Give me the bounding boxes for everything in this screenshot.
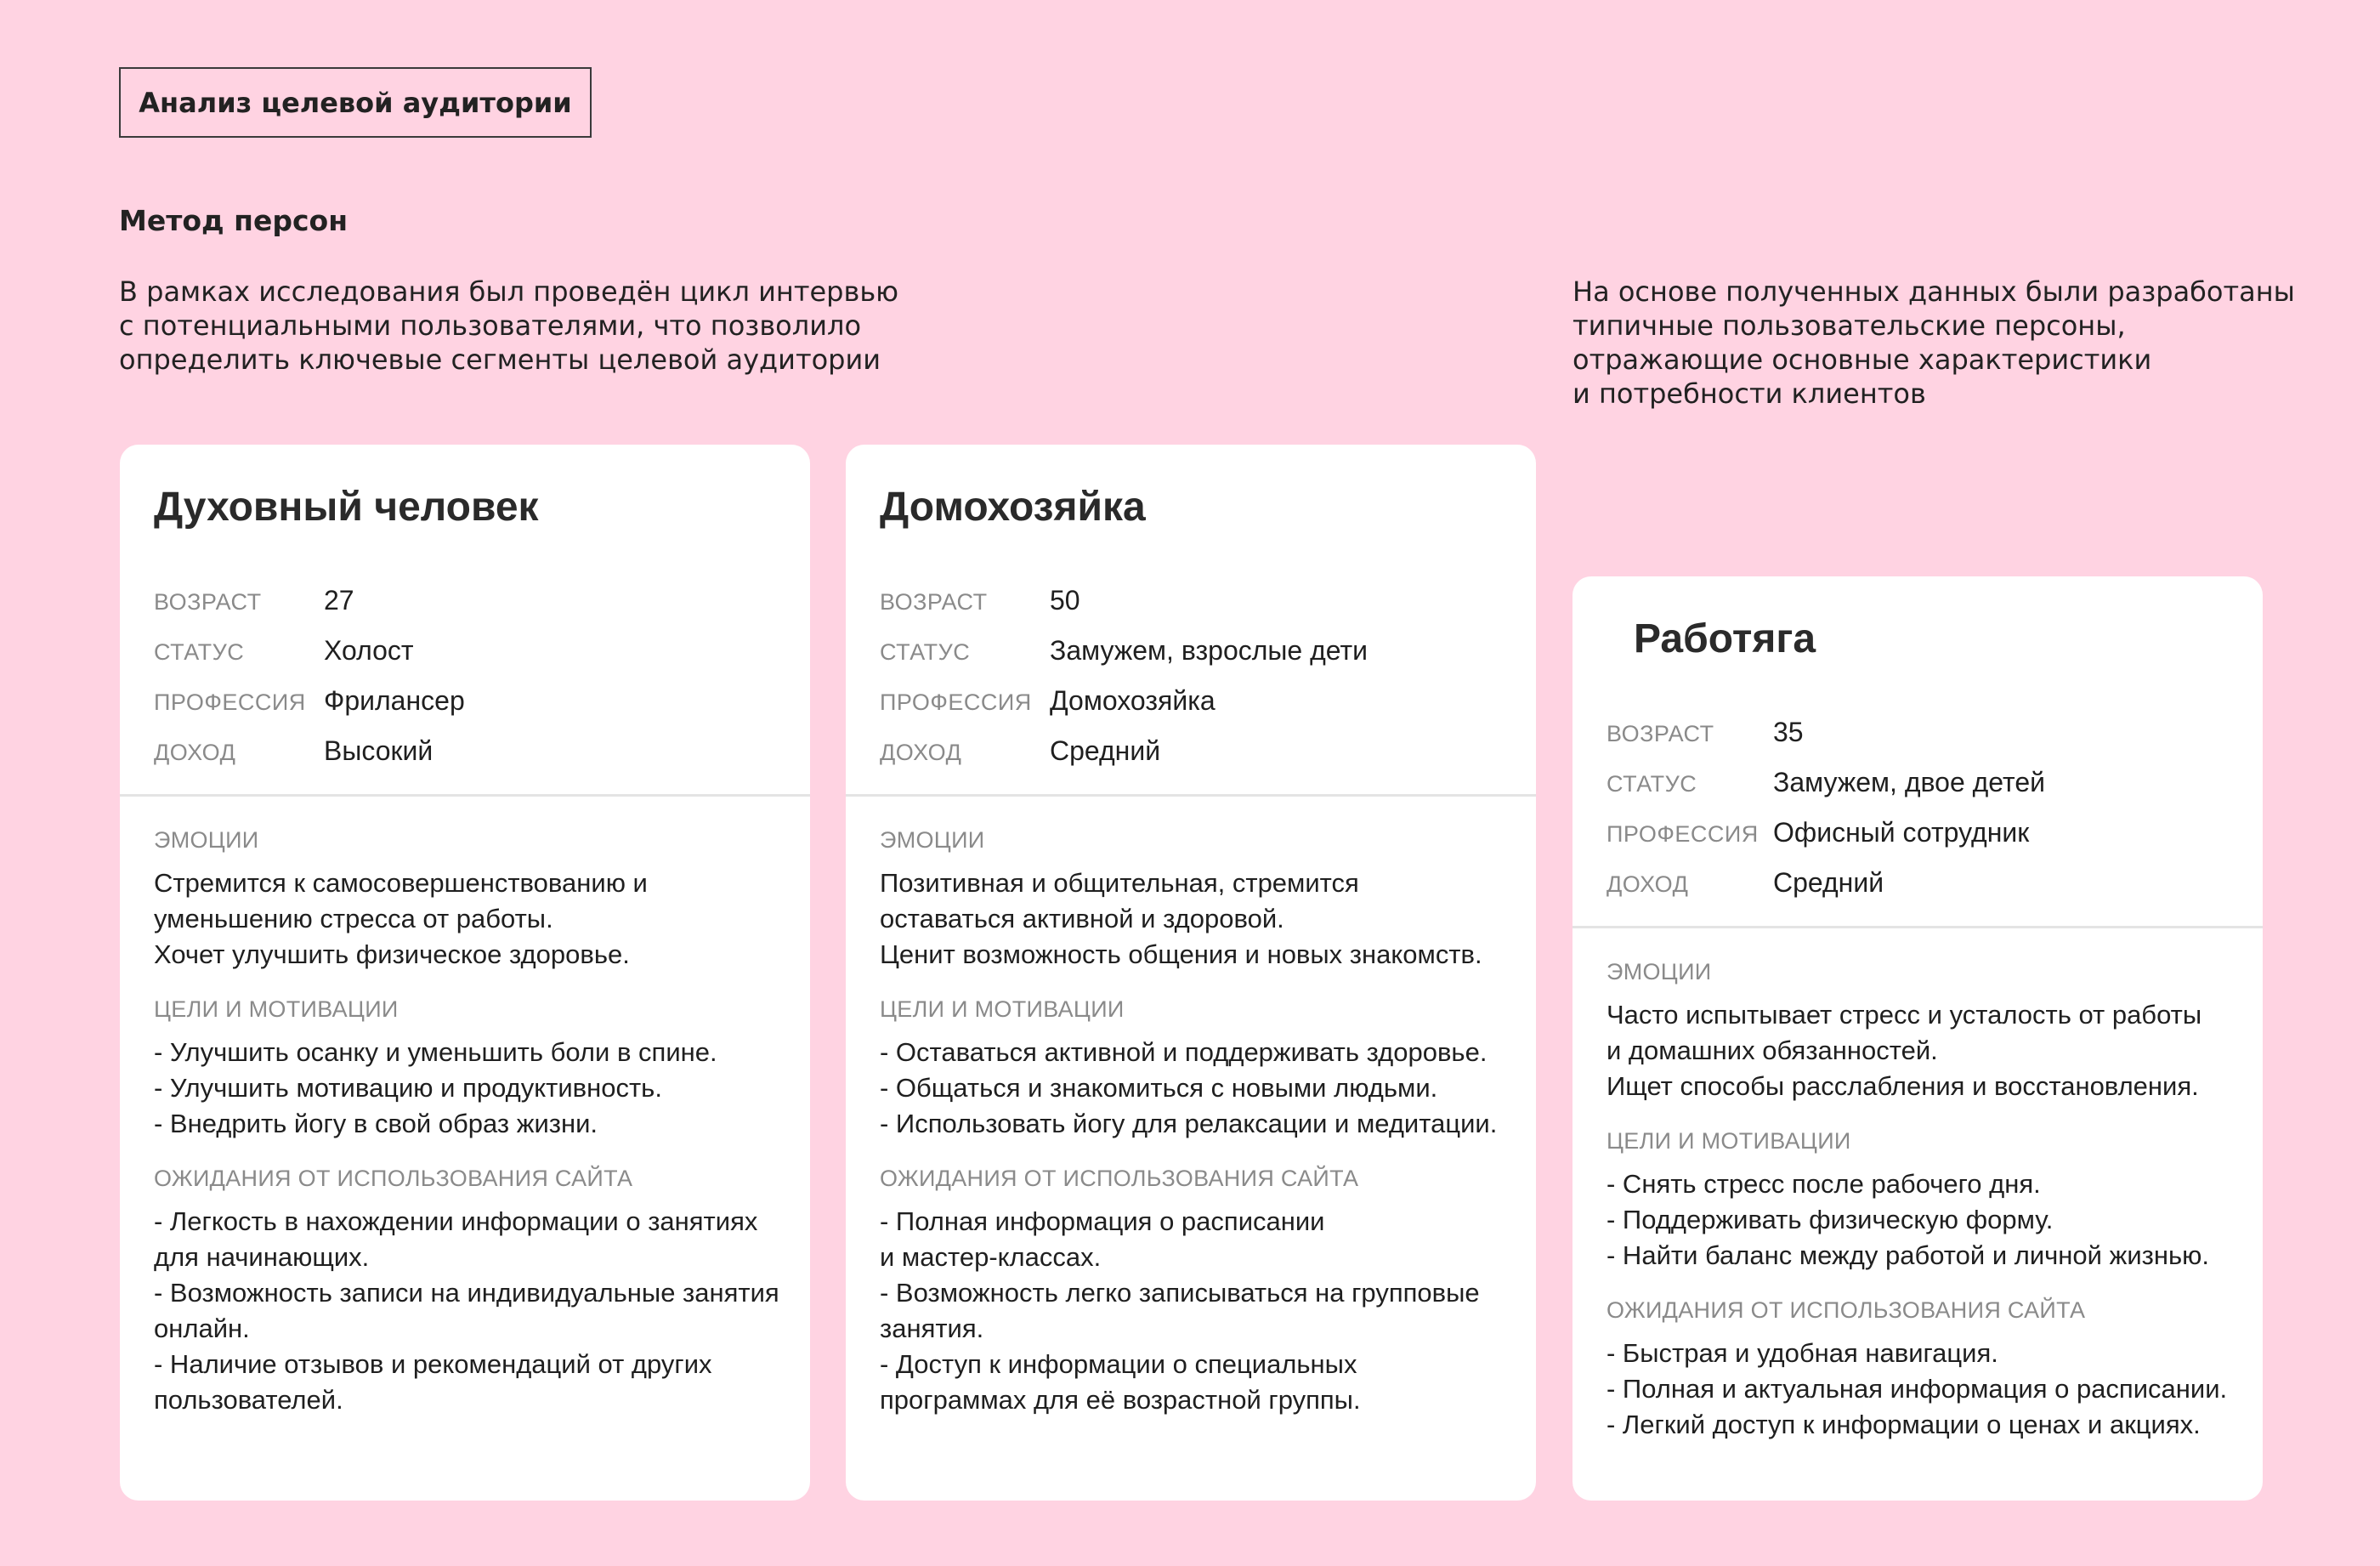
attr-label-income: ДОХОД	[1606, 871, 1689, 897]
text-line: - Легкий доступ к информации о ценах и акциях.	[1606, 1410, 2201, 1439]
attr-row-status	[1606, 767, 2229, 817]
section-text-emotions	[880, 865, 1502, 973]
intro-left-line: определить ключевые сегменты целевой аудитории	[119, 343, 881, 376]
attr-label-status: СТАТУС	[1606, 771, 1697, 797]
intro-right-line: отражающие основные характеристики	[1572, 343, 2152, 376]
attr-label-income: ДОХОД	[154, 740, 236, 765]
section-label-emotions: ЭМОЦИИ	[154, 827, 259, 853]
section-label-goals: ЦЕЛИ И МОТИВАЦИИ	[154, 996, 399, 1022]
persona-card-spiritual	[120, 445, 810, 1501]
text-line: - Оставаться активной и поддерживать здоровье.	[880, 1037, 1488, 1067]
attr-value-status: Замужем, взрослые дети	[1050, 635, 1368, 666]
section-tag: Анализ целевой аудитории	[119, 67, 592, 138]
intro-left-line: с потенциальными пользователями, что позволило	[119, 309, 862, 342]
persona-card-worker	[1572, 576, 2263, 1501]
attr-row-age	[154, 585, 776, 635]
attr-label-age: ВОЗРАСТ	[1606, 721, 1714, 746]
attr-value-income: Средний	[1773, 867, 1884, 898]
text-line: - Поддерживать физическую форму.	[1606, 1205, 2054, 1234]
section-label-goals: ЦЕЛИ И МОТИВАЦИИ	[880, 996, 1125, 1022]
text-line: - Полная и актуальная информация о расписании.	[1606, 1374, 2228, 1404]
text-line: Стремится к самосовершенствованию и	[154, 868, 648, 898]
text-line: Ищет способы расслабления и восстановления.	[1606, 1071, 2199, 1101]
attr-label-age: ВОЗРАСТ	[154, 589, 262, 615]
intro-left	[119, 275, 898, 377]
attr-label-profession: ПРОФЕССИЯ	[1606, 821, 1759, 847]
persona-name: Работяга	[1634, 616, 1816, 661]
text-line: - Доступ к информации о специальных	[880, 1349, 1357, 1379]
section-text-emotions	[154, 865, 776, 973]
text-line: Хочет улучшить физическое здоровье.	[154, 939, 630, 969]
intro-right	[1572, 275, 2295, 411]
attr-row-age	[880, 585, 1502, 635]
attr-value-age: 50	[1050, 585, 1080, 616]
persona-name: Домохозяйка	[880, 485, 1146, 530]
text-line: - Общаться и знакомиться с новыми людьми.	[880, 1073, 1438, 1103]
section-text-goals	[1606, 1166, 2229, 1274]
attr-value-income: Средний	[1050, 735, 1161, 766]
attr-label-income: ДОХОД	[880, 740, 962, 765]
section-label-goals: ЦЕЛИ И МОТИВАЦИИ	[1606, 1128, 1851, 1154]
text-line: Часто испытывает стресс и усталость от работы	[1606, 1000, 2202, 1030]
text-line: - Полная информация о расписании	[880, 1206, 1325, 1236]
section-text-expectations	[1606, 1336, 2229, 1443]
persona-card-header	[846, 445, 1536, 786]
text-line: для начинающих.	[154, 1242, 370, 1272]
attr-value-profession: Домохозяйка	[1050, 685, 1216, 716]
attr-row-income	[880, 735, 1502, 786]
attr-label-status: СТАТУС	[880, 639, 971, 665]
attr-label-status: СТАТУС	[154, 639, 245, 665]
attr-label-profession: ПРОФЕССИЯ	[880, 689, 1032, 715]
attr-value-income: Высокий	[324, 735, 434, 766]
section-label-expectations: ОЖИДАНИЯ ОТ ИСПОЛЬЗОВАНИЯ САЙТА	[154, 1166, 633, 1191]
persona-attributes	[154, 585, 776, 786]
text-line: - Улучшить осанку и уменьшить боли в спине.	[154, 1037, 717, 1067]
attr-row-income	[1606, 867, 2229, 917]
intro-right-line: и потребности клиентов	[1572, 377, 1926, 410]
text-line: - Использовать йогу для релаксации и медитации.	[880, 1109, 1498, 1138]
attr-row-profession	[154, 685, 776, 735]
section-text-goals	[154, 1035, 776, 1142]
text-line: - Возможность легко записываться на групповые	[880, 1278, 1480, 1308]
intro-right-line: типичные пользовательские персоны,	[1572, 309, 2126, 342]
text-line: программах для её возрастной группы.	[880, 1385, 1361, 1415]
text-line: - Улучшить мотивацию и продуктивность.	[154, 1073, 662, 1103]
text-line: - Возможность записи на индивидуальные занятия	[154, 1278, 779, 1308]
text-line: и домашних обязанностей.	[1606, 1035, 1938, 1065]
attr-value-age: 35	[1773, 717, 1804, 747]
persona-name: Духовный человек	[154, 485, 539, 530]
text-line: онлайн.	[154, 1314, 250, 1343]
persona-card-body	[120, 797, 810, 1418]
text-line: занятия.	[880, 1314, 984, 1343]
section-label-expectations: ОЖИДАНИЯ ОТ ИСПОЛЬЗОВАНИЯ САЙТА	[1606, 1297, 2086, 1323]
attr-row-status	[154, 635, 776, 685]
attr-row-profession	[880, 685, 1502, 735]
text-line: - Быстрая и удобная навигация.	[1606, 1338, 1998, 1368]
text-line: уменьшению стресса от работы.	[154, 904, 553, 933]
text-line: - Наличие отзывов и рекомендаций от других	[154, 1349, 712, 1379]
text-line: - Снять стресс после рабочего дня.	[1606, 1169, 2041, 1199]
text-line: оставаться активной и здоровой.	[880, 904, 1284, 933]
attr-value-status: Холост	[324, 635, 414, 666]
attr-row-profession	[1606, 817, 2229, 867]
attr-row-income	[154, 735, 776, 786]
section-text-goals	[880, 1035, 1502, 1142]
persona-card-header	[120, 445, 810, 786]
attr-value-profession: Офисный сотрудник	[1773, 817, 2030, 848]
attr-value-age: 27	[324, 585, 354, 616]
persona-card-header	[1572, 576, 2263, 917]
section-label-expectations: ОЖИДАНИЯ ОТ ИСПОЛЬЗОВАНИЯ САЙТА	[880, 1166, 1359, 1191]
attr-row-age	[1606, 717, 2229, 767]
text-line: - Найти баланс между работой и личной жизнью.	[1606, 1240, 2209, 1270]
persona-attributes	[1606, 717, 2229, 917]
text-line: и мастер-классах.	[880, 1242, 1102, 1272]
persona-card-body	[846, 797, 1536, 1418]
persona-card-housewife	[846, 445, 1536, 1501]
intro-right-line: На основе полученных данных были разработаны	[1572, 275, 2295, 308]
text-line: - Легкость в нахождении информации о занятиях	[154, 1206, 758, 1236]
text-line: пользователей.	[154, 1385, 343, 1415]
persona-attributes	[880, 585, 1502, 786]
section-label-emotions: ЭМОЦИИ	[1606, 959, 1712, 984]
persona-card-body	[1572, 928, 2263, 1443]
attr-value-profession: Фрилансер	[324, 685, 465, 716]
attr-label-age: ВОЗРАСТ	[880, 589, 988, 615]
attr-label-profession: ПРОФЕССИЯ	[154, 689, 306, 715]
section-text-expectations	[154, 1204, 779, 1418]
method-title: Метод персон	[119, 204, 348, 237]
intro-left-line: В рамках исследования был проведён цикл интервью	[119, 275, 899, 308]
attr-value-status: Замужем, двое детей	[1773, 767, 2045, 797]
text-line: - Внедрить йогу в свой образ жизни.	[154, 1109, 598, 1138]
section-label-emotions: ЭМОЦИИ	[880, 827, 985, 853]
section-text-expectations	[880, 1204, 1502, 1418]
text-line: Ценит возможность общения и новых знакомств.	[880, 939, 1482, 969]
text-line: Позитивная и общительная, стремится	[880, 868, 1359, 898]
section-text-emotions	[1606, 997, 2229, 1104]
attr-row-status	[880, 635, 1502, 685]
